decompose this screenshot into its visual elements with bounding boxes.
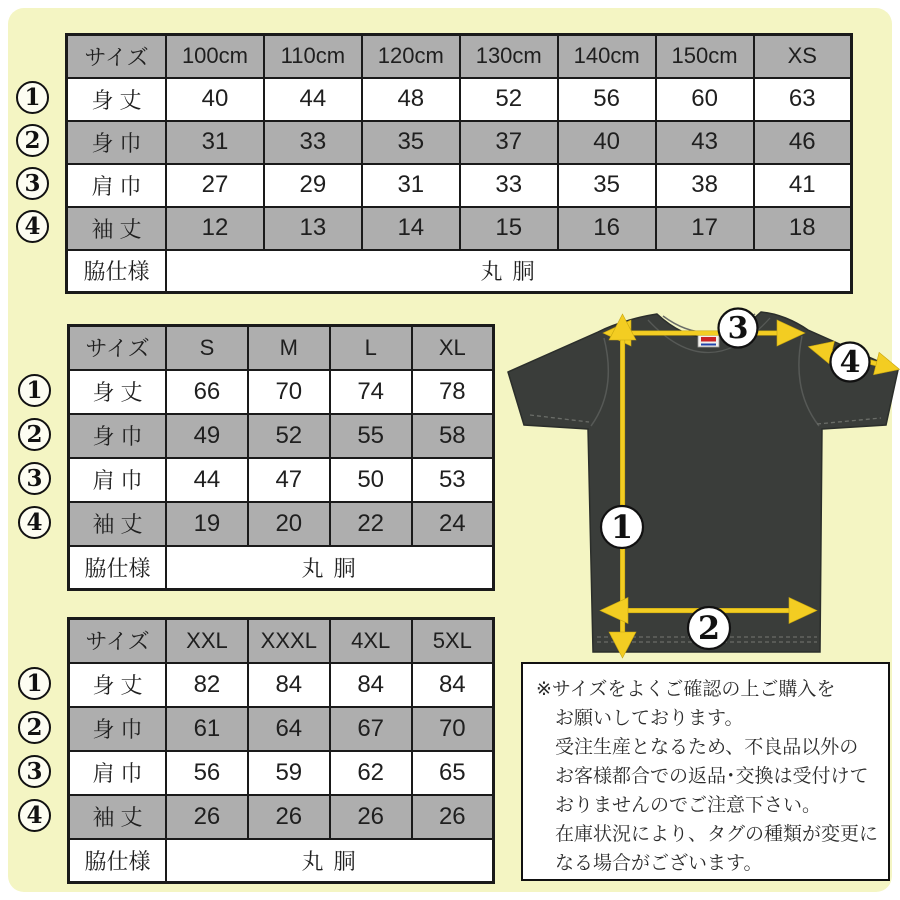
measure-value-cell: 26: [412, 795, 494, 839]
measure-value-cell: 61: [166, 707, 248, 751]
measure-value-cell: 13: [264, 207, 362, 250]
measure-value-cell: 31: [362, 164, 460, 207]
measure-value-cell: 24: [412, 502, 494, 546]
measure-row-label: 肩 巾: [67, 164, 167, 207]
measure-row-label: 身 巾: [69, 707, 167, 751]
measure-value-cell: 26: [166, 795, 248, 839]
measure-row: [67, 78, 852, 121]
row-number-badge: 4: [16, 210, 49, 243]
size-column-header: S: [166, 326, 248, 370]
measure-row-label: 身 丈: [69, 663, 167, 707]
row-number-badge: 2: [18, 711, 51, 744]
measure-value-cell: 66: [166, 370, 248, 414]
footer-row: [67, 250, 852, 293]
measure-value-cell: 22: [330, 502, 412, 546]
measure-row: [67, 121, 852, 164]
measure-row-label: 肩 巾: [69, 751, 167, 795]
measure-value-cell: 82: [166, 663, 248, 707]
measure-value-cell: 84: [330, 663, 412, 707]
measure-value-cell: 33: [460, 164, 558, 207]
size-column-header: 140cm: [558, 35, 656, 78]
measure-value-cell: 29: [264, 164, 362, 207]
callout-1-badge: [601, 506, 643, 548]
note-line: おりませんのでご注意下さい。: [555, 795, 822, 816]
kids-size-table: [24, 33, 853, 294]
measure-row-label: 身 巾: [67, 121, 167, 164]
callout-3-badge: [719, 309, 758, 348]
measure-value-cell: 38: [656, 164, 754, 207]
row-number-badge: 1: [18, 374, 51, 407]
svg-text:4: 4: [839, 345, 861, 380]
note-line: なる場合がございます。: [555, 853, 763, 874]
measure-value-cell: 46: [754, 121, 852, 164]
size-column-header: L: [330, 326, 412, 370]
measure-value-cell: 31: [166, 121, 264, 164]
measure-value-cell: 62: [330, 751, 412, 795]
measure-value-cell: 35: [362, 121, 460, 164]
row-number-badge: 1: [18, 667, 51, 700]
measure-value-cell: 35: [558, 164, 656, 207]
measure-row-label: 袖 丈: [69, 795, 167, 839]
measure-value-cell: 15: [460, 207, 558, 250]
purchase-note-box: [521, 662, 890, 881]
measure-value-cell: 47: [248, 458, 330, 502]
note-text: [536, 675, 882, 878]
row-number-badge: 2: [16, 124, 49, 157]
size-column-header: 120cm: [362, 35, 460, 78]
row-number-badge: 3: [18, 462, 51, 495]
size-label-header: サイズ: [69, 619, 167, 663]
kids-size-table-grid: [65, 33, 853, 294]
measure-value-cell: 40: [166, 78, 264, 121]
measure-value-cell: 43: [656, 121, 754, 164]
measure-row: [69, 370, 494, 414]
measure-value-cell: 27: [166, 164, 264, 207]
measure-value-cell: 52: [460, 78, 558, 121]
row-number-badge: 3: [18, 755, 51, 788]
measure-value-cell: 52: [248, 414, 330, 458]
measure-row-label: 肩 巾: [69, 458, 167, 502]
note-line: お客様都合での返品･交換は受付けて: [555, 766, 869, 787]
size-column-header: 150cm: [656, 35, 754, 78]
measure-value-cell: 70: [248, 370, 330, 414]
measure-value-cell: 59: [248, 751, 330, 795]
size-label-header: サイズ: [67, 35, 167, 78]
measure-value-cell: 26: [248, 795, 330, 839]
measure-value-cell: 56: [166, 751, 248, 795]
measure-value-cell: 37: [460, 121, 558, 164]
measure-value-cell: 41: [754, 164, 852, 207]
measure-value-cell: 70: [412, 707, 494, 751]
measure-value-cell: 18: [754, 207, 852, 250]
size-column-header: 100cm: [166, 35, 264, 78]
row-number-badge: 4: [18, 799, 51, 832]
measure-value-cell: 50: [330, 458, 412, 502]
measure-value-cell: 74: [330, 370, 412, 414]
row-number-badge: 2: [18, 418, 51, 451]
size-label-header: サイズ: [69, 326, 167, 370]
size-column-header: M: [248, 326, 330, 370]
callout-2-badge: [688, 607, 730, 649]
measure-value-cell: 44: [264, 78, 362, 121]
measure-row-label: 袖 丈: [69, 502, 167, 546]
measure-value-cell: 78: [412, 370, 494, 414]
big-size-table: [26, 617, 495, 884]
big-size-table-grid: [67, 617, 495, 884]
size-column-header: XXL: [166, 619, 248, 663]
measure-row: [69, 414, 494, 458]
tshirt-measurement-diagram: [505, 298, 900, 662]
adult-size-table-grid: [67, 324, 495, 591]
measure-value-cell: 60: [656, 78, 754, 121]
svg-text:1: 1: [610, 508, 634, 546]
side-spec-value: 丸 胴: [166, 839, 494, 883]
tshirt-diagram-svg: [505, 298, 900, 662]
side-spec-label: 脇仕様: [69, 839, 167, 883]
footer-row: [69, 546, 494, 590]
side-spec-label: 脇仕様: [69, 546, 167, 590]
measure-row: [67, 207, 852, 250]
measure-row: [69, 502, 494, 546]
size-column-header: 130cm: [460, 35, 558, 78]
measure-row: [69, 795, 494, 839]
measure-value-cell: 14: [362, 207, 460, 250]
footer-row: [69, 839, 494, 883]
measure-value-cell: 20: [248, 502, 330, 546]
brand-tag-icon: [698, 334, 719, 347]
measure-value-cell: 84: [412, 663, 494, 707]
measure-row: [69, 751, 494, 795]
size-column-header: 4XL: [330, 619, 412, 663]
measure-row: [69, 707, 494, 751]
adult-size-table: [26, 324, 495, 591]
measure-value-cell: 33: [264, 121, 362, 164]
measure-value-cell: 44: [166, 458, 248, 502]
svg-text:2: 2: [697, 609, 721, 647]
size-column-header: 110cm: [264, 35, 362, 78]
size-column-header: XXXL: [248, 619, 330, 663]
measure-value-cell: 19: [166, 502, 248, 546]
measure-row: [67, 164, 852, 207]
size-column-header: XL: [412, 326, 494, 370]
side-spec-value: 丸 胴: [166, 546, 494, 590]
side-spec-value: 丸 胴: [166, 250, 852, 293]
measure-value-cell: 65: [412, 751, 494, 795]
row-number-badge: 4: [18, 506, 51, 539]
measure-row-label: 袖 丈: [67, 207, 167, 250]
measure-row: [69, 458, 494, 502]
note-line: お願いしております。: [555, 708, 744, 729]
note-line: ※サイズをよくご確認の上ご購入を: [536, 679, 836, 700]
measure-value-cell: 63: [754, 78, 852, 121]
header-row: [69, 326, 494, 370]
measure-row-label: 身 丈: [67, 78, 167, 121]
header-row: [69, 619, 494, 663]
row-number-badge: 3: [16, 167, 49, 200]
row-number-badge: 1: [16, 81, 49, 114]
measure-value-cell: 16: [558, 207, 656, 250]
measure-value-cell: 26: [330, 795, 412, 839]
measure-row-label: 身 丈: [69, 370, 167, 414]
measure-value-cell: 56: [558, 78, 656, 121]
measure-row-label: 身 巾: [69, 414, 167, 458]
svg-text:3: 3: [727, 311, 749, 346]
measure-value-cell: 64: [248, 707, 330, 751]
measure-value-cell: 49: [166, 414, 248, 458]
note-line: 在庫状況により、タグの種類が変更に: [555, 824, 879, 845]
measure-value-cell: 12: [166, 207, 264, 250]
measure-value-cell: 84: [248, 663, 330, 707]
size-column-header: XS: [754, 35, 852, 78]
measure-row: [69, 663, 494, 707]
side-spec-label: 脇仕様: [67, 250, 167, 293]
measure-value-cell: 17: [656, 207, 754, 250]
measure-value-cell: 48: [362, 78, 460, 121]
header-row: [67, 35, 852, 78]
measure-value-cell: 58: [412, 414, 494, 458]
measure-value-cell: 55: [330, 414, 412, 458]
note-line: 受注生産となるため、不良品以外の: [555, 737, 859, 758]
measure-value-cell: 53: [412, 458, 494, 502]
size-column-header: 5XL: [412, 619, 494, 663]
measure-value-cell: 67: [330, 707, 412, 751]
callout-4-badge: [831, 343, 870, 382]
measure-value-cell: 40: [558, 121, 656, 164]
